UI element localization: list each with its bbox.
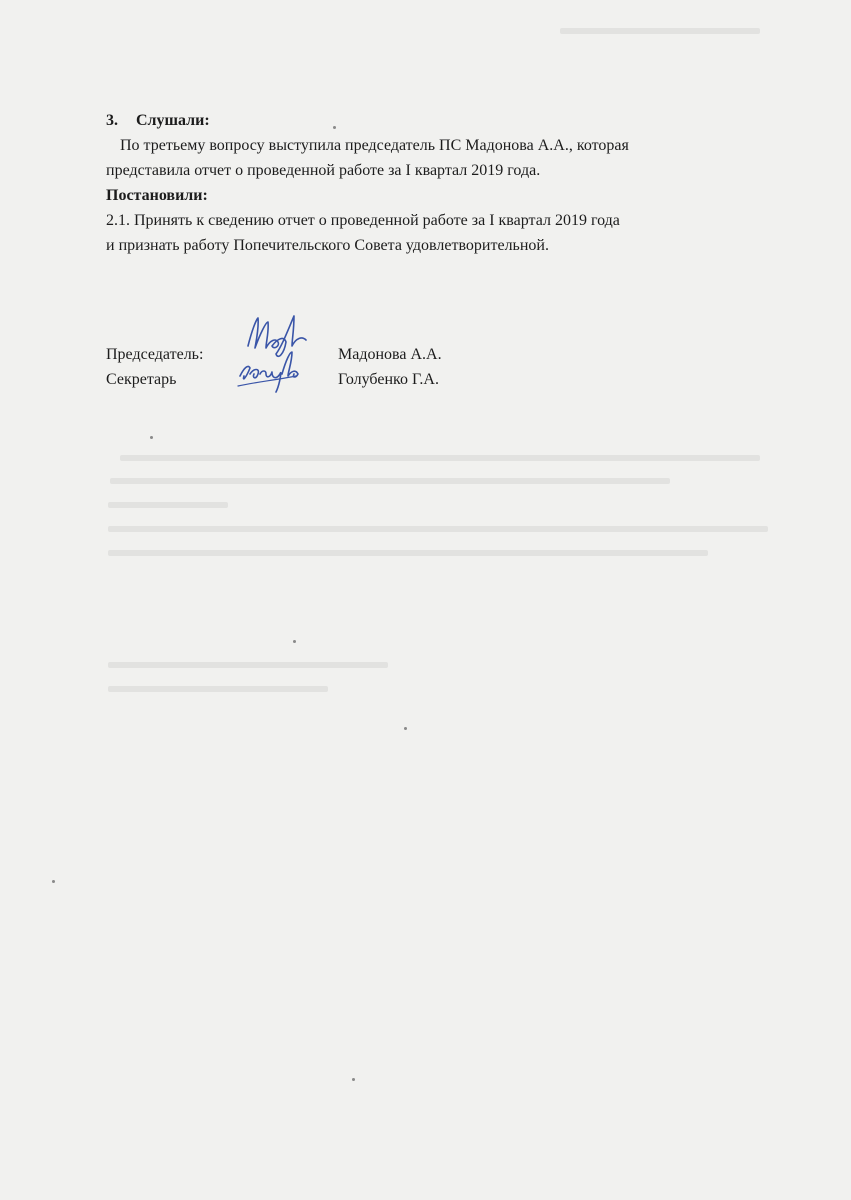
minutes-section [106,108,776,258]
secretary-name: Голубенко Г.А. [338,371,439,388]
secretary-signature-row [106,367,566,392]
chair-name: Мадонова А.А. [338,346,442,363]
scan-speck [352,1078,355,1081]
resolved-heading: Постановили: [106,187,208,204]
bleed-through-mark [108,502,228,508]
speech-paragraph-line-2: представила отчет о проведенной работе за I квартал 2019 года. [106,162,541,179]
speech-paragraph-line-1: По третьему вопросу выступила председатель ПС Мадонова А.А., которая [120,137,629,154]
scan-speck [150,436,153,439]
signature-block [106,342,566,402]
bleed-through-mark [108,526,768,532]
section-title: Слушали: [136,112,210,129]
section-heading [106,108,776,133]
section-number: 3. [106,112,118,129]
chair-signature-row [106,342,566,367]
bleed-through-mark [108,662,388,668]
scan-speck [404,727,407,730]
bleed-through-mark [120,455,760,461]
resolution-line-1: 2.1. Принять к сведению отчет о проведенной работе за I квартал 2019 года [106,212,620,229]
chair-role-label: Председатель: [106,346,204,363]
scan-speck [293,640,296,643]
bleed-through-mark [108,550,708,556]
resolution-line-2: и признать работу Попечительского Совета удовлетворительной. [106,237,549,254]
secretary-role-label: Секретарь [106,371,177,388]
bleed-through-mark [560,28,760,34]
bleed-through-mark [108,686,328,692]
scan-speck [52,880,55,883]
bleed-through-mark [110,478,670,484]
